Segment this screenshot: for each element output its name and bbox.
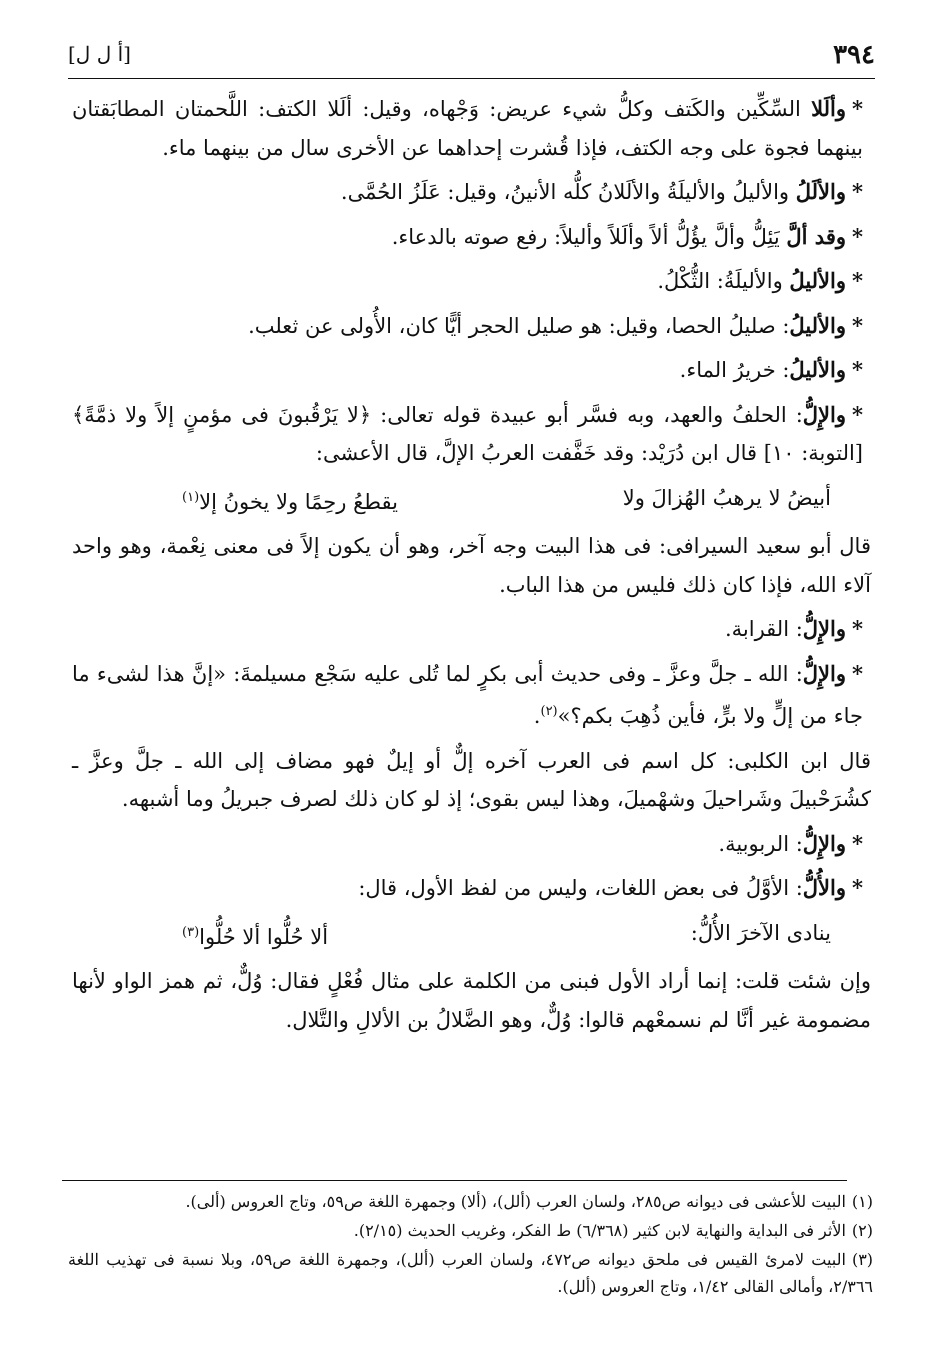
headword: والأليلُ	[789, 357, 847, 382]
headword: والإِلُّ	[802, 830, 847, 856]
footnote-number: (٣)	[851, 1250, 874, 1269]
headword: والإِلُّ	[802, 401, 847, 427]
star-icon: *	[852, 616, 863, 641]
entry-text: يَئِلُّ وألَّ يؤُلُّ ألاً وألَلاً وأليلاً: رفع صوته بالدعاء.	[391, 224, 787, 249]
entry-tail: .	[533, 704, 541, 728]
star-icon: *	[852, 96, 863, 121]
entry-text: : الربوبية.	[718, 831, 803, 856]
footnote	[68, 1246, 873, 1300]
verse-first-hemistich: ينادى الآخرَ الأُلُّ:	[690, 920, 831, 945]
entry-text: والأليلَةُ: الثُّكْلُ.	[657, 269, 790, 293]
footnote-divider	[62, 1180, 847, 1181]
headword: والأليلُ	[789, 268, 847, 293]
entry-paragraph	[72, 351, 871, 390]
verse-second-hemistich	[182, 479, 398, 522]
footnote-ref: (١)	[182, 489, 200, 505]
entry-text: : الأوَّلُ فى بعض اللغات، وليس من لفظ الأول، قال:	[358, 876, 803, 900]
footnote	[68, 1188, 873, 1215]
star-icon: *	[852, 830, 863, 856]
star-icon: *	[852, 875, 863, 900]
entry-paragraph	[72, 869, 871, 908]
verse-line	[72, 914, 871, 957]
entry-paragraph	[72, 90, 871, 167]
verse-line	[72, 479, 871, 522]
star-icon: *	[852, 357, 863, 382]
footnote-text: البيت لامرئ القيس فى ملحق ديوانه ص٤٧٢، ولسان العرب (ألل)، وجمهرة اللغة ص٥٩، وبلا نسبة فى تهذيب اللغة ٢/٣٦٦، وأمالى القالى ١/٤٢، وتاج العروس (ألل).	[68, 1250, 873, 1296]
body-paragraph: وإن شئت قلت: إنما أراد الأول فبنى من الكلمة على مثال فُعْلٍ فقال: وُلٌّ، ثم همز الواو لأنها مضمومة غير أنَّا لم نسمعْهم قالوا: وُلٌّ، وهو الضَّلالُ بن الألالِ والتَّلال.	[72, 969, 871, 1032]
footnote-ref: (٢)	[540, 704, 558, 719]
entry-paragraph	[72, 610, 871, 649]
footnote-ref: (٣)	[182, 924, 200, 940]
footnote	[68, 1217, 873, 1244]
verse-second-hemistich	[182, 914, 328, 957]
headword: والإِلُّ	[802, 660, 847, 686]
headword: والألَلُ	[795, 179, 847, 204]
entry-paragraph	[72, 218, 871, 257]
headword: وقد ألَّ	[786, 223, 847, 249]
verse-second-text: ألا حُلُّوا ألا حُلُّوا	[199, 924, 329, 949]
entry-text: السِّكِّين والكَتف وكلُّ شيء عريض: وَجْهاه، وقيل: ألَلا الكتف: اللَّحمتان المطابَقتان بينهما فجوة على وجه الكتف، فإذا قُشرت إحداهما عن الأخرى سال من بينهما ماء.	[72, 97, 863, 160]
entry-paragraph	[72, 262, 871, 301]
star-icon: *	[852, 268, 863, 293]
page-number: ٣٩٤	[833, 40, 875, 70]
body-paragraph: قال أبو سعيد السيرافى: فى هذا البيت وجه آخر، وهو أن يكون إلاً فى معنى نِعْمة، وهو واحد آلاء الله، فإذا كان ذلك فليس من هذا الباب.	[72, 534, 871, 597]
verse-second-text: يقطعُ رحِمًا ولا يخونُ إلا	[199, 489, 398, 514]
entry-paragraph	[72, 307, 871, 346]
headword: والإِلُّ	[802, 616, 847, 641]
entry-text: والأليلُ والأليلَةُ والألَلانُ كلُّه الأنينُ، وقيل: عَلَزُ الحُمَّى.	[340, 180, 796, 204]
footnote-number: (١)	[851, 1192, 873, 1211]
headword: والأليلُ	[789, 312, 847, 338]
star-icon: *	[852, 179, 863, 204]
star-icon: *	[852, 660, 863, 686]
headword: وألَلا	[811, 96, 847, 121]
footnote-text: الأثر فى البداية والنهاية لابن كثير (٦/٣٦٨) ط الفكر، وغريب الحديث (٢/١٥).	[353, 1221, 846, 1240]
entry-text: : الحلفُ والعهد، وبه فسَّر أبو عبيدة قوله تعالى: ﴿لا يَرْقُبونَ فى مؤمنٍ إلاً ولا ذمَّةً﴾ [التوبة: ١٠] قال ابن دُرَيْد: وقد خَفَّفت العربُ الإلَّ، قال الأعشى:	[72, 402, 863, 465]
entry-text: : خريرُ الماء.	[679, 358, 790, 382]
footnotes	[68, 1188, 873, 1302]
entry-text: : القرابة.	[724, 617, 803, 641]
star-icon: *	[852, 401, 863, 427]
footnote-number: (٢)	[851, 1221, 873, 1240]
main-text	[72, 90, 871, 1045]
entry-paragraph	[72, 396, 871, 473]
body-paragraph: قال ابن الكلبى: كل اسم فى العرب آخره إلٌّ أو إيلٌ فهو مضاف إلى الله ـ جلَّ وعزَّ ـ كشُرَحْبيلَ وشَراحيلَ وشهْميلَ، وهذا ليس بقوى؛ إذ لو كان ذلك لصرف جبريلُ وما أشبهه.	[72, 748, 871, 811]
footnote-text: البيت للأعشى فى ديوانه ص٢٨٥، ولسان العرب (ألل)، (ألا) وجمهرة اللغة ص٥٩، وتاج العروس (ألى).	[185, 1192, 846, 1211]
entry-text: : صليلُ الحصا، وقيل: هو صليل الحجر أيًّا كان، الأُولى عن ثعلب.	[248, 313, 790, 338]
entry-paragraph	[72, 825, 871, 864]
page-header	[68, 38, 875, 79]
entry-paragraph	[72, 655, 871, 736]
star-icon: *	[852, 312, 863, 338]
star-icon: *	[852, 223, 863, 249]
headword: والأُلُّ	[802, 875, 847, 900]
verse-first-hemistich: أبيضُ لا يرهبُ الهُزالَ ولا	[622, 485, 831, 510]
entry-paragraph	[72, 173, 871, 212]
running-head: [أ ل ل]	[68, 42, 131, 66]
entry-text: : الله ـ جلَّ وعزَّ ـ وفى حديث أبى بكرٍ لما تُلى عليه سَجْع مسيلمةَ: «إنَّ هذا لشىء ما جاء من إلٍّ ولا برٍّ، فأين ذُهِبَ بكم؟»	[72, 661, 863, 728]
